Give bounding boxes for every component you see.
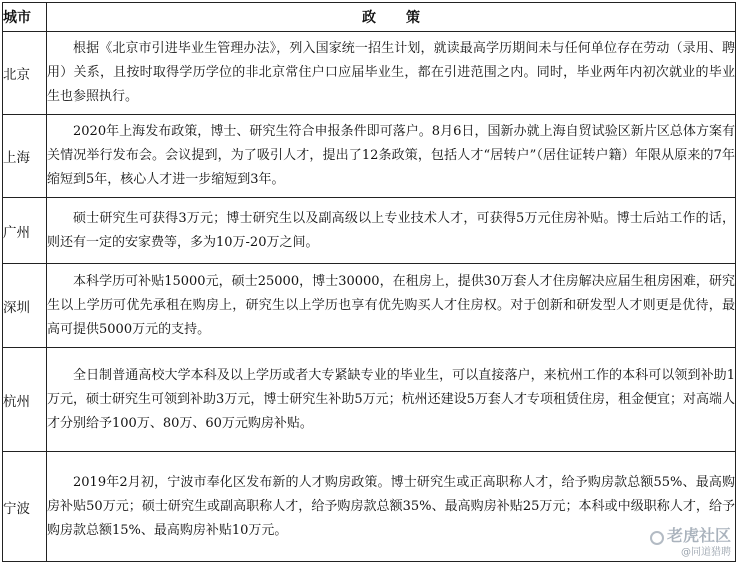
watermark — [650, 526, 731, 560]
watermark-logo-text: 老虎社区 — [666, 526, 731, 545]
table-row — [3, 115, 736, 198]
policy-text: 根据《北京市引进毕业生管理办法》，列入国家统一招生计划，就读最高学历期间未与任何单位存在劳动（录用、聘用）关系，且按时取得学历学位的非北京常住户口应届毕业生，都在引进范围之内。同时，毕业两年内初次就业的毕业生也参照执行。 — [47, 41, 735, 104]
header-policy: 政策 — [47, 3, 736, 32]
table-row — [3, 32, 736, 115]
table-row — [3, 452, 736, 562]
city-cell: 广州 — [3, 198, 47, 264]
policy-text: 2019年2月初，宁波市奉化区发布新的人才购房政策。博士研究生或正高职称人才，给予购房款总额55%、最高购房补贴50万元；硕士研究生或副高职称人才，给予购房款总额35%、最高购房补贴25万元；本科或中级职称人才，给予购房款总额15%、最高购房补贴10万元。 — [47, 474, 735, 538]
city-cell: 杭州 — [3, 348, 47, 452]
city-cell: 宁波 — [3, 452, 47, 562]
table-row — [3, 348, 736, 452]
policy-cell — [47, 348, 736, 452]
watermark-sub-text: @同道猎聘 — [681, 547, 731, 558]
policy-cell — [47, 264, 736, 348]
table-row — [3, 264, 736, 348]
policy-text: 全日制普通高校大学本科及以上学历或者大专紧缺专业的毕业生，可以直接落户，来杭州工作的本科可以领到补助1万元，硕士研究生可领到补助3万元，博士研究生补助5万元；杭州还建设5万套人才专项租赁住房，租金便宜；对高端人才分别给予100万、80万、60万元购房补贴。 — [47, 367, 735, 431]
policy-cell — [47, 115, 736, 198]
policy-cell — [47, 452, 736, 562]
tiger-logo-icon — [650, 531, 664, 545]
table-header-row — [3, 3, 736, 32]
policy-text: 本科学历可补贴15000元，硕士25000，博士30000，在租房上，提供30万套人才住房解决应届生租房困难，研究生以上学历可优先承租在购房上，研究生以上学历也享有优先购买人才住房权。对于创新和研发型人才则更是优待，最高可提供5000万元的支持。 — [47, 273, 735, 337]
policy-cell — [47, 198, 736, 264]
city-cell: 北京 — [3, 32, 47, 115]
policy-text: 2020年上海发布政策，博士、研究生符合申报条件即可落户。8月6日，国新办就上海自贸试验区新片区总体方案有关情况举行发布会。会议提到，为了吸引人才，提出了12条政策，包括人才“居转户”（居住证转户籍）年限从原来的7年缩短到5年，核心人才进一步缩短到3年。 — [47, 124, 735, 187]
policy-table — [2, 2, 736, 562]
header-city: 城市 — [3, 3, 47, 32]
policy-text: 硕士研究生可获得3万元；博士研究生以及副高级以上专业技术人才，可获得5万元住房补贴。博士后站工作的话，则还有一定的安家费等，多为10万-20万之间。 — [47, 210, 735, 250]
policy-cell — [47, 32, 736, 115]
city-cell: 深圳 — [3, 264, 47, 348]
table-row — [3, 198, 736, 264]
city-cell: 上海 — [3, 115, 47, 198]
